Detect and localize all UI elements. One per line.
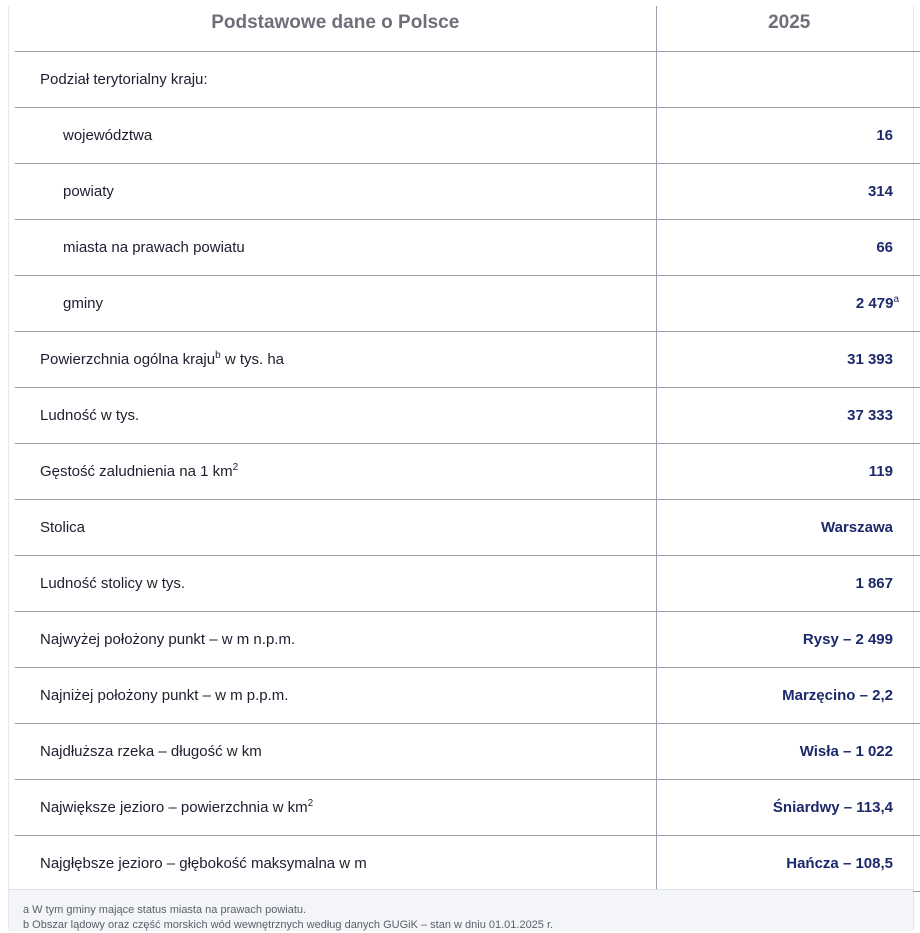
- row-value: 66: [656, 220, 920, 276]
- table-row: [15, 668, 920, 724]
- row-label: miasta na prawach powiatu: [15, 220, 656, 276]
- data-card: [8, 6, 914, 930]
- row-label: [15, 332, 656, 388]
- row-label: Najwyżej położony punkt – w m n.p.m.: [15, 612, 656, 668]
- row-label: Najdłuższa rzeka – długość w km: [15, 724, 656, 780]
- row-value: 16: [656, 108, 920, 164]
- table-row: [15, 332, 920, 388]
- row-label: Podział terytorialny kraju:: [15, 52, 656, 108]
- row-value-text: 2 479: [856, 295, 894, 312]
- footnote-a: a W tym gminy mające status miasta na prawach powiatu.: [9, 903, 913, 918]
- row-value: 37 333: [656, 388, 920, 444]
- row-label: Ludność stolicy w tys.: [15, 556, 656, 612]
- row-label: powiaty: [15, 164, 656, 220]
- table-row: [15, 556, 920, 612]
- footnotes: [9, 889, 913, 931]
- header-label-text: Podstawowe dane o Polsce: [15, 12, 656, 34]
- row-label: [15, 444, 656, 500]
- row-value: [656, 52, 920, 108]
- row-value: Warszawa: [656, 500, 920, 556]
- row-value: Wisła – 1 022: [656, 724, 920, 780]
- table-row: [15, 724, 920, 780]
- table-row: [15, 164, 920, 220]
- table-row: [15, 500, 920, 556]
- footnote-marker: a: [893, 294, 899, 305]
- basic-data-table: [15, 6, 920, 892]
- table-row: [15, 52, 920, 108]
- row-value: 314: [656, 164, 920, 220]
- row-label-text: Powierzchnia ogólna kraju: [40, 351, 215, 368]
- row-label-text: Największe jezioro – powierzchnia w km: [40, 799, 308, 816]
- header-year-text: 2025: [657, 12, 920, 34]
- row-value: 1 867: [656, 556, 920, 612]
- row-label: Najniżej położony punkt – w m p.p.m.: [15, 668, 656, 724]
- table-row: [15, 780, 920, 836]
- row-label: Ludność w tys.: [15, 388, 656, 444]
- exponent: 2: [308, 798, 314, 809]
- table-row: [15, 108, 920, 164]
- table-row: [15, 444, 920, 500]
- row-value: Rysy – 2 499: [656, 612, 920, 668]
- table-row: [15, 836, 920, 892]
- row-label: [15, 780, 656, 836]
- row-label: Stolica: [15, 500, 656, 556]
- header-year: [656, 6, 920, 52]
- row-label: gminy: [15, 276, 656, 332]
- row-label-text: Gęstość zaludnienia na 1 km: [40, 463, 233, 480]
- row-value: Śniardwy – 113,4: [656, 780, 920, 836]
- table-row: [15, 276, 920, 332]
- row-value: 119: [656, 444, 920, 500]
- row-label: województwa: [15, 108, 656, 164]
- footnote-marker: b: [215, 350, 221, 361]
- table-row: [15, 220, 920, 276]
- table-header-row: [15, 6, 920, 52]
- header-label: [15, 6, 656, 52]
- exponent: 2: [233, 462, 239, 473]
- table-row: [15, 388, 920, 444]
- row-value: 31 393: [656, 332, 920, 388]
- footnote-b: b Obszar lądowy oraz część morskich wód wewnętrznych według danych GUGiK – stan w dniu 01.01.2025 r.: [9, 918, 913, 933]
- row-value: Marzęcino – 2,2: [656, 668, 920, 724]
- row-label-tail: w tys. ha: [221, 351, 284, 368]
- row-value: Hańcza – 108,5: [656, 836, 920, 892]
- row-value: [656, 276, 920, 332]
- row-label: Najgłębsze jezioro – głębokość maksymalna w m: [15, 836, 656, 892]
- table-row: [15, 612, 920, 668]
